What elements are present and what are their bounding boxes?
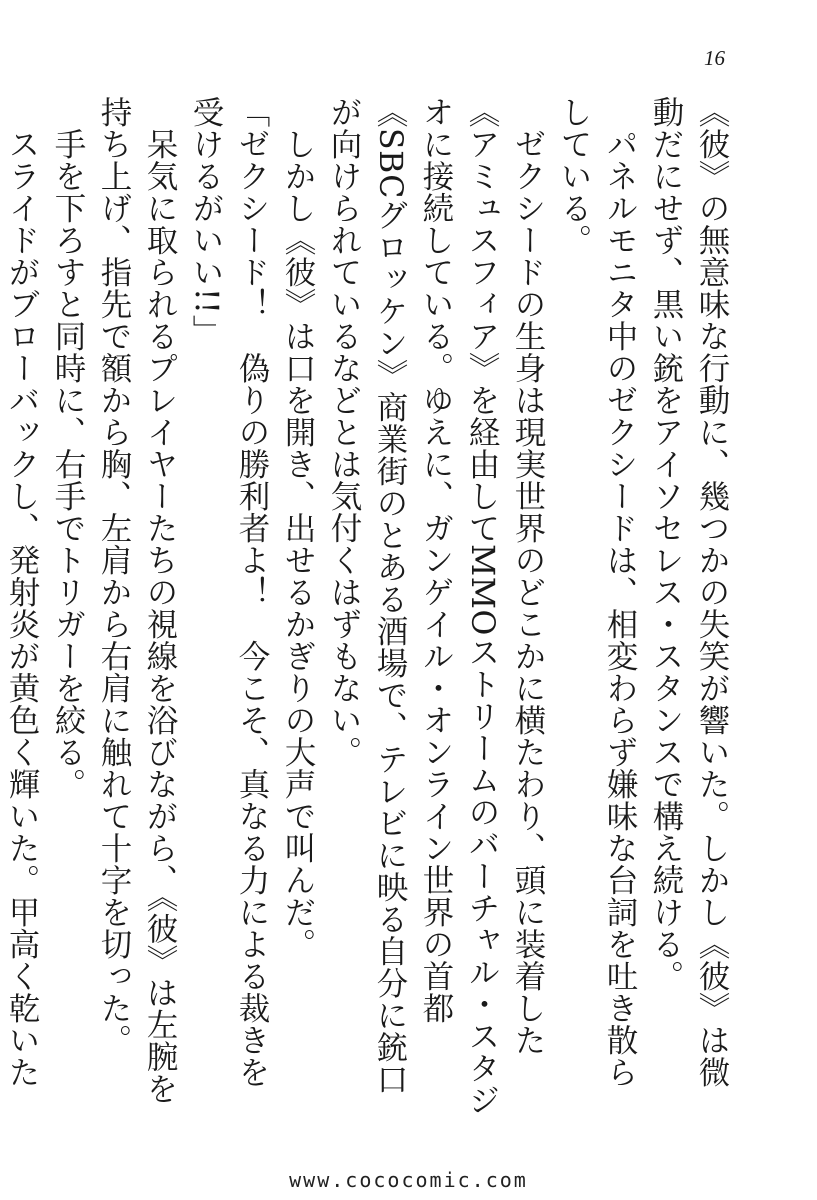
dialogue-paragraph: 「ゼクシード！ 偽りの勝利者よ！ 今こそ、真なる力による裁きを受けるがいい!!」 [188,96,270,1088]
paragraph: パネルモニタ中のゼクシードは、相変わらず嫌味な台詞を吐き散らしている。 [556,96,638,1088]
paragraph: しかし《彼》は口を開き、出せるかぎりの大声で叫んだ。 [280,127,316,960]
paragraph: 呆気に取られるプレイヤーたちの視線を浴びながら、《彼》は左腕を持ち上げ、指先で額から胸、左肩から右肩に触れて十字を切った。 [96,96,178,1104]
page-number: 16 [704,46,725,70]
paragraph: 手を下ろすと同時に、右手でトリガーを絞る。 [50,127,86,800]
paragraph: スライドがブローバックし、発射炎が黄色く輝いた。甲高く乾いた [4,127,40,1088]
paragraph: ゼクシードの生身は現実世界のどこかに横たわり、頭に装着した《アミュスフィア》を経由してMMOストリームのバーチャル・スタジオに接続している。ゆえに、ガンゲイル・オンライン世界の首都《SBCグロッケン》商業街のとある酒場で、テレビに映る自分に銃口が向けられているなどとは気付くはずもない。 [326,96,546,1116]
footer-watermark-url: www.cococomic.com [289,1168,528,1192]
paragraph: 《彼》の無意味な行動に、幾つかの失笑が響いた。しかし《彼》は微動だにせず、黒い銃をアイソセレス・スタンスで構え続ける。 [648,96,730,1088]
novel-body-text [4,96,735,1116]
